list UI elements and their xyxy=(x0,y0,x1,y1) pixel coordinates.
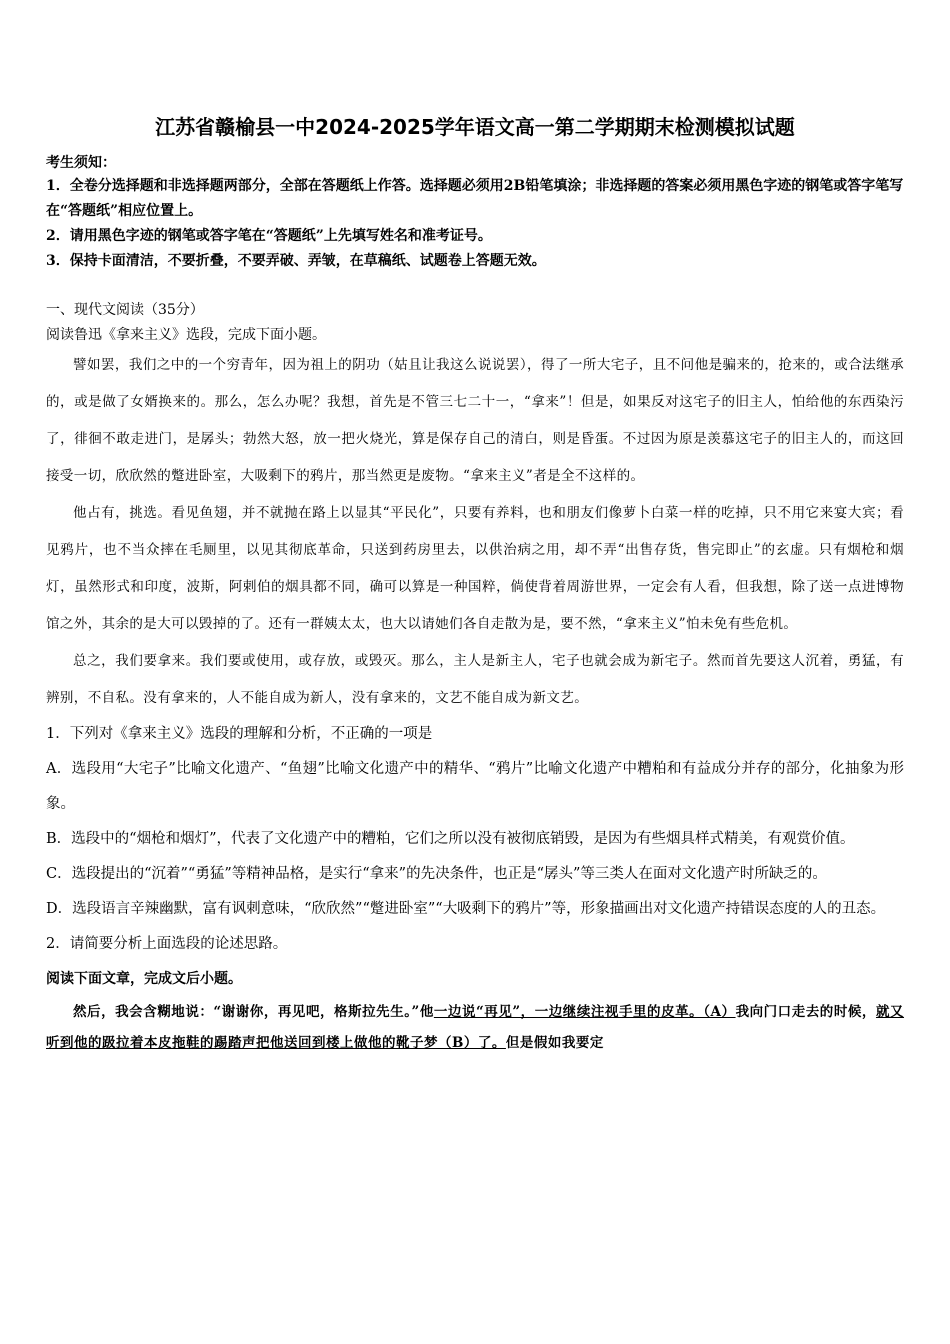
essay-paragraph-3: 总之，我们要拿来。我们要或使用，或存放，或毁灭。那么，主人是新主人，宅子也就会成为新宅子。然而首先要这人沉着，勇猛，有辨别，不自私。没有拿来的，人不能自成为新人，没有拿来的，文艺不能自成为新文艺。 xyxy=(46,653,904,706)
page-title: 江苏省赣榆县一中2024-2025学年语文高一第二学期期末检测模拟试题 xyxy=(155,115,795,139)
question-1-option-c: C．选段提出的“沉着”“勇猛”等精神品格，是实行“拿来”的先决条件，也正是“孱头”等三类人在面对文化遗产时所缺乏的。 xyxy=(46,866,827,882)
question-1-stem: 1．下列对《拿来主义》选段的理解和分析，不正确的一项是 xyxy=(46,726,433,742)
question-1-option-a: A．选段用“大宅子”比喻文化遗产、“鱼翅”比喻文化遗产中的精华、“鸦片”比喻文化遗产中糟粕和有益成分并存的部分，化抽象为形象。 xyxy=(46,761,904,812)
reading-intro: 阅读鲁迅《拿来主义》选段，完成下面小题。 xyxy=(46,327,326,343)
essay2-text-a: 然后，我会含糊地说：“谢谢你，再见吧，格斯拉先生。”他 xyxy=(73,1004,434,1020)
essay-paragraph-1: 譬如罢，我们之中的一个穷青年，因为祖上的阴功（姑且让我这么说说罢），得了一所大宅子，且不问他是骗来的，抢来的，或合法继承的，或是做了女婿换来的。那么，怎么办呢？我想，首先是不管三七二十一，“拿来”！但是，如果反对这宅子的旧主人，怕给他的东西染污了，徘徊不敢走进门，是孱头；勃然大怒，放一把火烧光，算是保存自己的清白，则是昏蛋。不过因为原是羡慕这宅子的旧主人的，而这回接受一切，欣欣然的蹩进卧室，大吸剩下的鸦片，那当然更是废物。“拿来主义”者是全不这样的。 xyxy=(46,357,904,484)
essay2-underline-a: 一边说“再见”，一边继续注视手里的皮革。（A） xyxy=(433,1004,736,1020)
spacer xyxy=(46,274,904,298)
notice-heading: 考生须知： xyxy=(46,155,116,171)
notice-item-3: 3．保持卡面清洁，不要折叠，不要弄破、弄皱，在草稿纸、试题卷上答题无效。 xyxy=(46,253,546,269)
section-heading: 一、现代文阅读（35分） xyxy=(46,302,204,318)
reading-intro-2: 阅读下面文章，完成文后小题。 xyxy=(46,971,242,987)
essay2-text-c: 但是假如我要定 xyxy=(505,1035,604,1051)
essay2-underline-b: 就又听到他的趿拉着本皮拖鞋的踢踏声把他送回到楼上做他的靴子梦（B）了。 xyxy=(46,1004,905,1051)
question-2-stem: 2．请简要分析上面选段的论述思路。 xyxy=(46,936,288,952)
question-1-option-d: D．选段语言辛辣幽默，富有讽刺意味，“欣欣然”“蹩进卧室”“大吸剩下的鸦片”等，形象描画出对文化遗产持错误态度的人的丑态。 xyxy=(46,901,886,917)
essay2-text-b: 我向门口走去的时候， xyxy=(735,1004,876,1020)
notice-item-2: 2．请用黑色字迹的钢笔或答字笔在“答题纸”上先填写姓名和准考证号。 xyxy=(46,228,492,244)
essay2-paragraph-1 xyxy=(46,997,904,1059)
notice-item-1: 1．全卷分选择题和非选择题两部分，全部在答题纸上作答。选择题必须用2B铅笔填涂；非选择题的答案必须用黑色字迹的钢笔或答字笔写在“答题纸”相应位置上。 xyxy=(46,178,904,219)
essay-paragraph-2: 他占有，挑选。看见鱼翅，并不就抛在路上以显其“平民化”，只要有养料，也和朋友们像萝卜白菜一样的吃掉，只不用它来宴大宾；看见鸦片，也不当众摔在毛厕里，以见其彻底革命，只送到药房里去，以供治病之用，却不弄“出售存货，售完即止”的玄虚。只有烟枪和烟灯，虽然形式和印度，波斯，阿剌伯的烟具都不同，确可以算是一种国粹，倘使背着周游世界，一定会有人看，但我想，除了送一点进博物馆之外，其余的是大可以毁掉的了。还有一群姨太太，也大以请她们各自走散为是，要不然，“拿来主义”怕未免有些危机。 xyxy=(46,505,904,632)
question-1-option-b: B．选段中的“烟枪和烟灯”，代表了文化遗产中的糟粕，它们之所以没有被彻底销毁，是因为有些烟具样式精美，有观赏价值。 xyxy=(46,831,855,847)
